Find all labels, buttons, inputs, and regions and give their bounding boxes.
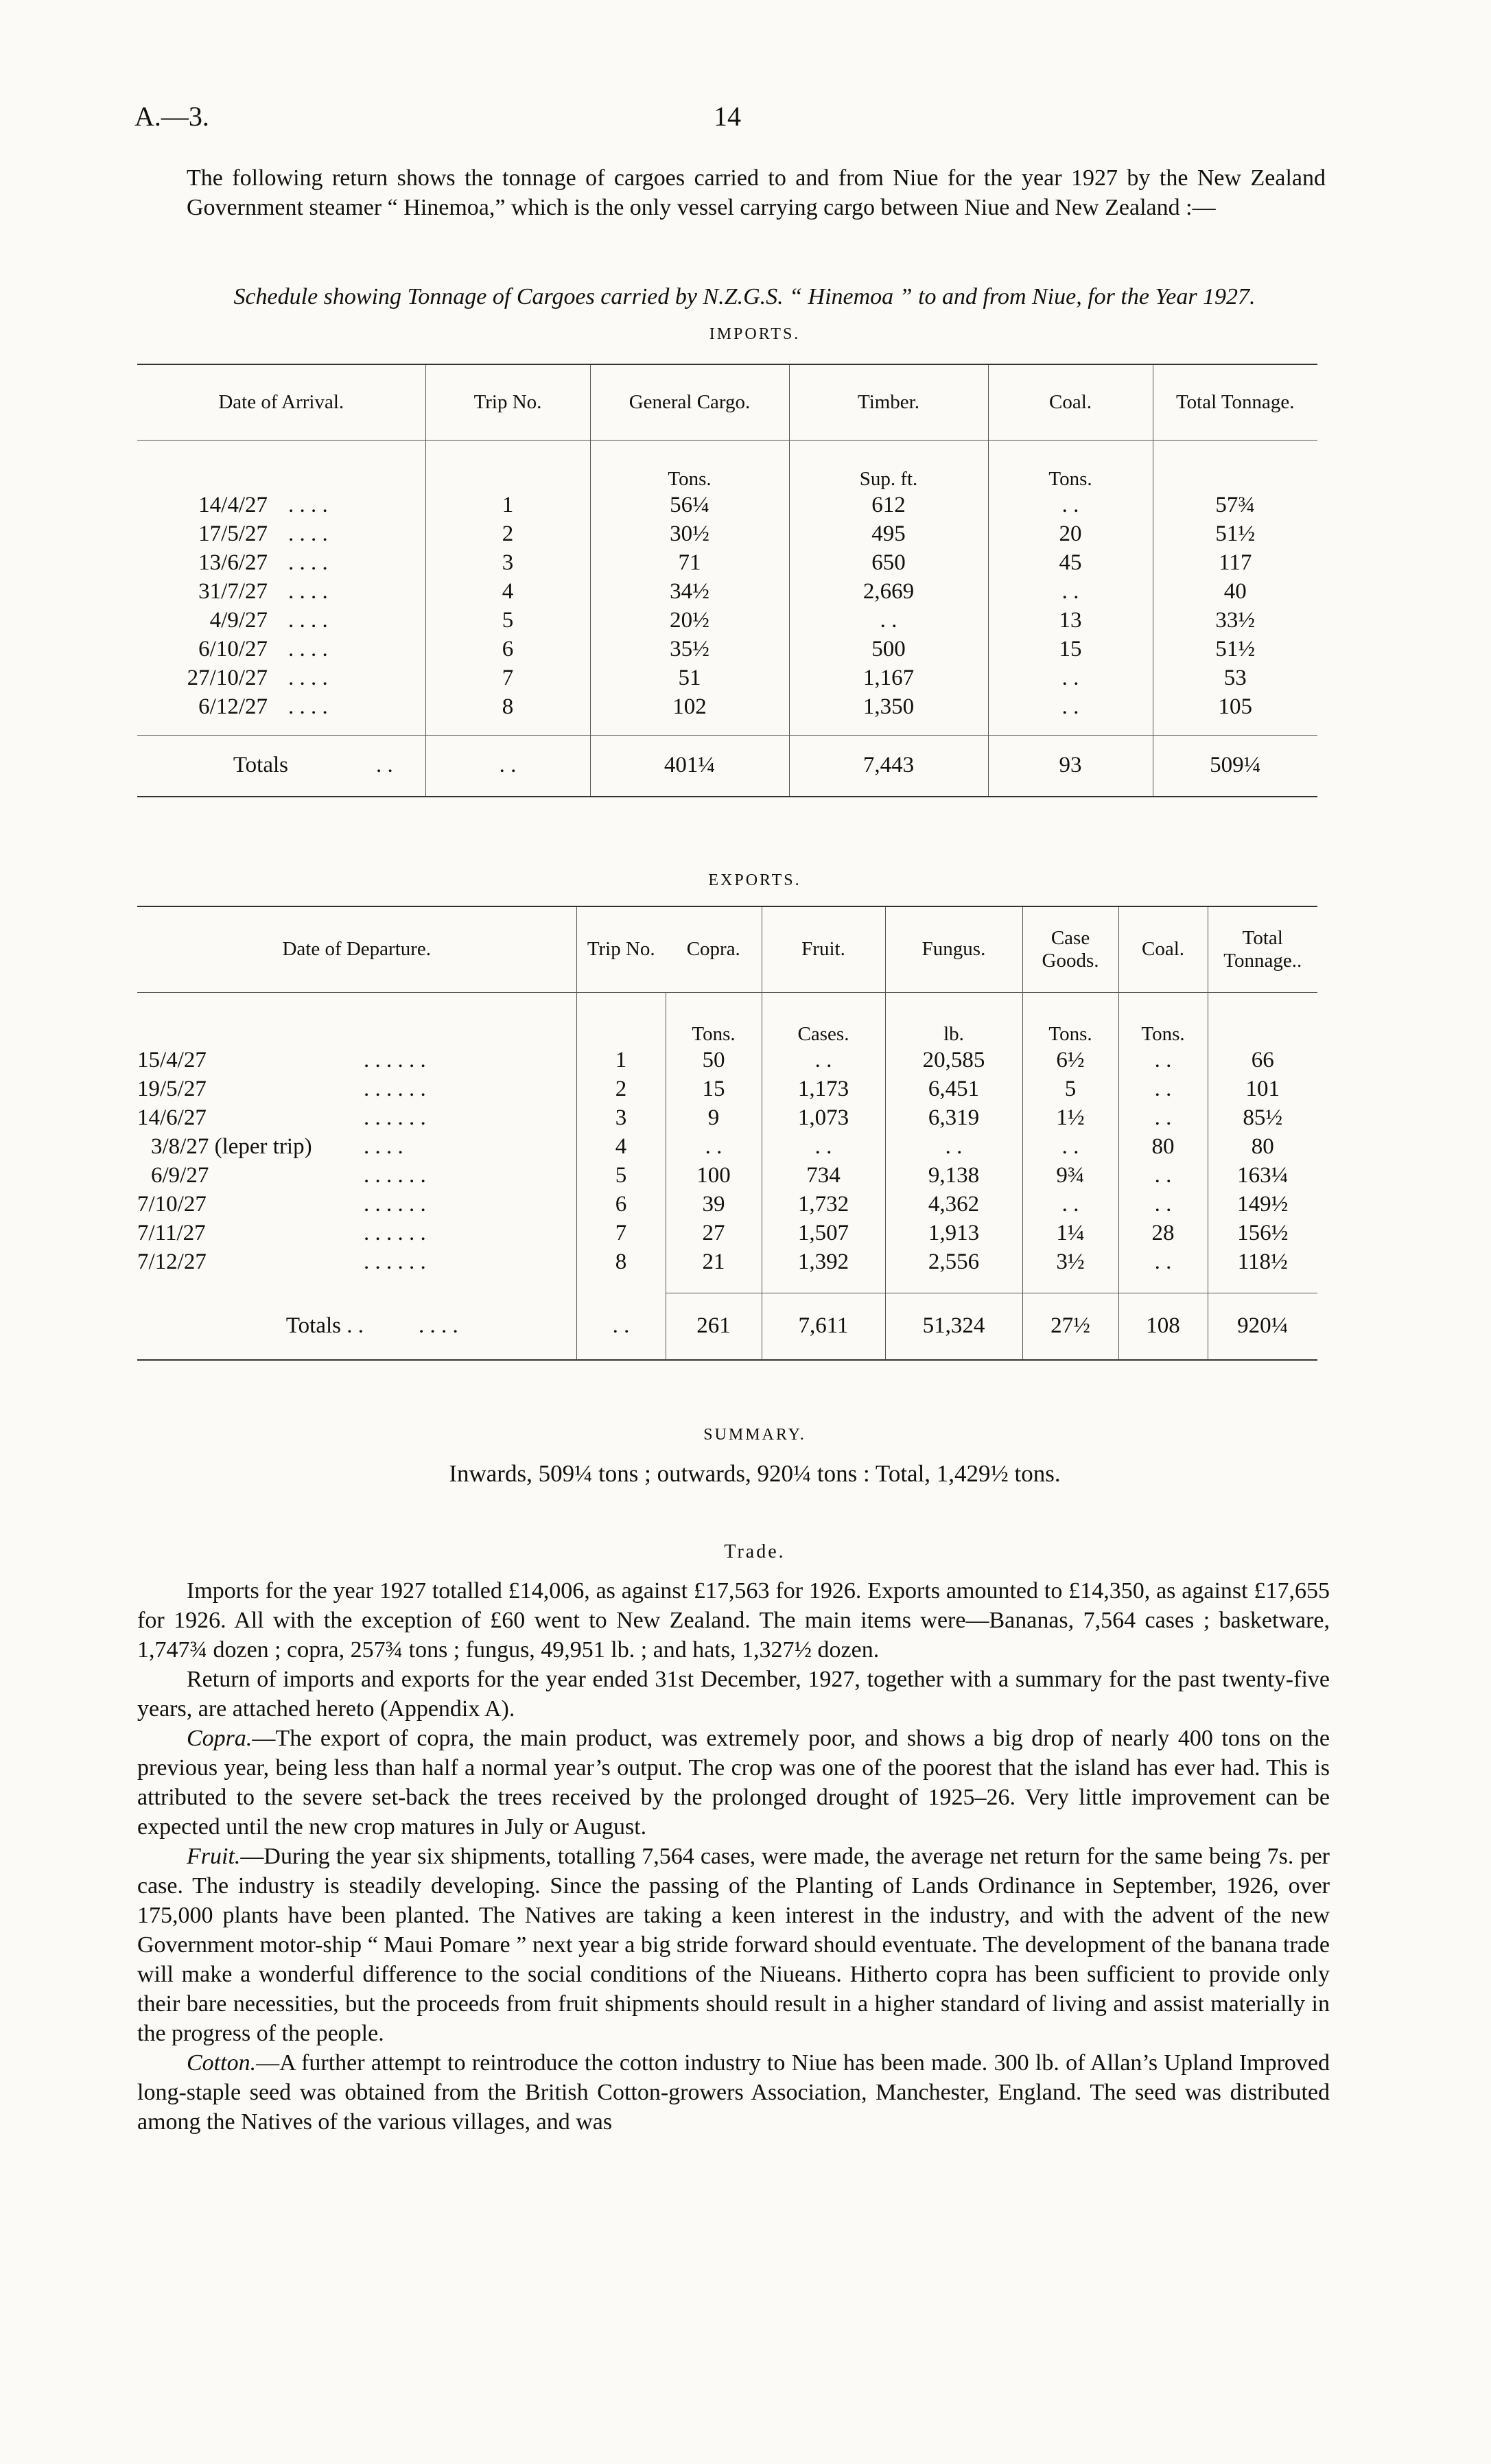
- trip: 5: [425, 606, 590, 635]
- total: 33½: [1153, 606, 1317, 635]
- table-row: [137, 635, 1317, 664]
- summary-title: SUMMARY.: [703, 1426, 806, 1444]
- leader-dots: . . . . . .: [364, 1105, 426, 1130]
- intro-paragraph: The following return shows the tonnage of cargoes carried to and from Niue for the year 1927 by the New Zealand Government steamer “ Hinemoa,” which is the only vessel carrying cargo between Niue and New Zealand :—: [187, 165, 1326, 220]
- timber: 612: [789, 491, 988, 519]
- general: 71: [590, 548, 789, 577]
- date: 6/10/27: [198, 636, 268, 661]
- total: 156½: [1208, 1219, 1317, 1247]
- totals-copra: 261: [666, 1293, 762, 1360]
- date: 6/12/27: [198, 694, 268, 719]
- general: 34½: [590, 577, 789, 606]
- col-trip-no: Trip No.: [425, 364, 590, 440]
- date: 3/8/27 (leper trip): [151, 1134, 312, 1159]
- schedule-caption: Schedule showing Tonnage of Cargoes carried by N.Z.G.S. “ Hinemoa ” to and from Niue, for the Year 1927.: [233, 284, 1256, 309]
- col-coal: Coal.: [1118, 906, 1208, 992]
- date: 17/5/27: [198, 521, 268, 546]
- unit-coal: Tons.: [1118, 992, 1208, 1046]
- trip: 7: [425, 664, 590, 692]
- totals-fruit: 7,611: [762, 1293, 885, 1360]
- imports-units-row: [137, 440, 1317, 491]
- total: 53: [1153, 664, 1317, 692]
- copra-heading: Copra.: [187, 1726, 253, 1751]
- leader-dots: . . . . . .: [364, 1076, 426, 1101]
- date: 6/9/27: [151, 1162, 209, 1188]
- table-row: [137, 1190, 1317, 1219]
- leader-dots: . . . . . .: [364, 1191, 426, 1217]
- imports-totals-row: [137, 735, 1317, 797]
- trip: 5: [576, 1161, 666, 1190]
- totals-coal: 108: [1118, 1293, 1208, 1360]
- table-row: [137, 491, 1317, 519]
- total: 117: [1153, 548, 1317, 577]
- totals-coal: 93: [988, 735, 1153, 797]
- exports-header-row: [137, 906, 1317, 992]
- coal: 13: [988, 606, 1153, 635]
- exports-totals-row: [137, 1293, 1317, 1360]
- col-fungus: Fungus.: [885, 906, 1022, 992]
- col-trip-no: Trip No.: [576, 906, 666, 992]
- trip: 2: [425, 519, 590, 548]
- fungus: 20,585: [885, 1046, 1022, 1075]
- table-row: [137, 548, 1317, 577]
- leader-dots: . .: [376, 753, 393, 778]
- col-total-tonnage: Total Tonnage.: [1153, 364, 1317, 440]
- trip: 3: [576, 1103, 666, 1132]
- trade-paragraph-2: Return of imports and exports for the year ended 31st December, 1927, together with a summary for the past twenty-five years, are attached hereto (Appendix A).: [137, 1667, 1330, 1722]
- imports-title: IMPORTS.: [709, 325, 801, 343]
- total: 80: [1208, 1132, 1317, 1161]
- trip: 2: [576, 1075, 666, 1103]
- case-goods: 9¾: [1022, 1161, 1118, 1190]
- fungus: 6,451: [885, 1075, 1022, 1103]
- coal: . .: [988, 664, 1153, 692]
- cotton-text: —A further attempt to reintroduce the cotton industry to Niue has been made. 300 lb. of Allan’s Upland Improved long-staple seed was obtained from the British Cotton-growers Association, Manchester, England. The seed was distributed among the Natives of the various villages, and was: [137, 2050, 1330, 2135]
- case-goods: 5: [1022, 1075, 1118, 1103]
- col-date-of-arrival: Date of Arrival.: [218, 390, 344, 413]
- table-row: [137, 692, 1317, 721]
- totals-label: Totals . .: [285, 1313, 364, 1338]
- leader-dots: . . . .: [288, 550, 328, 575]
- exports-title: EXPORTS.: [708, 871, 801, 889]
- leader-dots: . . . .: [288, 694, 328, 719]
- date: 13/6/27: [198, 550, 268, 575]
- trip: 4: [576, 1132, 666, 1161]
- date: 31/7/27: [198, 578, 268, 604]
- cotton-paragraph: [137, 2048, 1330, 2137]
- unit-fruit: Cases.: [762, 992, 885, 1046]
- copra: 15: [666, 1075, 762, 1103]
- date: 7/12/27: [137, 1249, 207, 1274]
- coal: . .: [1118, 1046, 1208, 1075]
- imports-header-row: [137, 364, 1317, 440]
- general: 30½: [590, 519, 789, 548]
- col-date-of-departure: Date of Departure.: [282, 938, 432, 961]
- fruit: 1,392: [762, 1247, 885, 1276]
- general: 102: [590, 692, 789, 721]
- general: 20½: [590, 606, 789, 635]
- cotton-heading: Cotton.: [187, 2050, 257, 2076]
- date: 15/4/27: [137, 1047, 207, 1072]
- col-fruit: Fruit.: [762, 906, 885, 992]
- total: 51½: [1153, 635, 1317, 664]
- date: 14/4/27: [198, 492, 268, 517]
- case-goods: 1½: [1022, 1103, 1118, 1132]
- fruit: 734: [762, 1161, 885, 1190]
- total: 101: [1208, 1075, 1317, 1103]
- fungus: . .: [885, 1132, 1022, 1161]
- trip: 8: [425, 692, 590, 721]
- date: 27/10/27: [187, 665, 268, 690]
- fungus: 6,319: [885, 1103, 1022, 1132]
- table-row: [137, 1046, 1317, 1075]
- coal: . .: [1118, 1190, 1208, 1219]
- case-goods: 6½: [1022, 1046, 1118, 1075]
- imports-table: [137, 364, 1317, 797]
- totals-trip: . .: [576, 1293, 666, 1360]
- fruit: . .: [762, 1132, 885, 1161]
- exports-units-row: [137, 992, 1317, 1046]
- unit-general: Tons.: [590, 440, 789, 491]
- copra: 21: [666, 1247, 762, 1276]
- total: 40: [1153, 577, 1317, 606]
- unit-copra: Tons.: [666, 992, 762, 1046]
- date: 4/9/27: [209, 607, 268, 633]
- fruit: 1,173: [762, 1075, 885, 1103]
- general: 35½: [590, 635, 789, 664]
- total: 85½: [1208, 1103, 1317, 1132]
- leader-dots: . . . .: [288, 665, 328, 690]
- leader-dots: . . . .: [288, 521, 328, 546]
- fruit: . .: [762, 1046, 885, 1075]
- fungus: 1,913: [885, 1219, 1022, 1247]
- coal: . .: [988, 692, 1153, 721]
- unit-timber: Sup. ft.: [789, 440, 988, 491]
- totals-label: Totals: [233, 753, 288, 778]
- leader-dots: . . . .: [288, 578, 328, 604]
- fungus: 2,556: [885, 1247, 1022, 1276]
- totals-total: 509¼: [1153, 735, 1317, 797]
- fruit-heading: Fruit.: [187, 1844, 241, 1869]
- coal: 20: [988, 519, 1153, 548]
- leader-dots: . . . . . .: [364, 1162, 426, 1188]
- coal: 15: [988, 635, 1153, 664]
- total: 163¼: [1208, 1161, 1317, 1190]
- col-case-goods: Case Goods.: [1022, 906, 1118, 992]
- trip: 1: [576, 1046, 666, 1075]
- timber: 500: [789, 635, 988, 664]
- trade-section: [137, 1576, 1330, 2137]
- leader-dots: . . . . . .: [364, 1220, 426, 1245]
- col-timber: Timber.: [789, 364, 988, 440]
- totals-fungus: 51,324: [885, 1293, 1022, 1360]
- table-row: [137, 1247, 1317, 1276]
- fruit-text: —During the year six shipments, totalling 7,564 cases, were made, the average net return for the same being 7s. per case. The industry is steadily developing. Since the passing of the Planting of Lands Ordinance in September, 1926, over 175,000 plants have been planted. The Natives are taking a keen interest in the industry, and with the advent of the new Government motor-ship “ Maui Pomare ” next year a big stride forward should eventuate. The development of the banana trade will make a wonderful difference to the social conditions of the Niueans. Hitherto copra has been sufficient to provide only their bare necessities, but the proceeds from fruit shipments should result in a higher standard of living and assist materially in the progress of the people.: [137, 1844, 1330, 2046]
- case-goods: . .: [1022, 1190, 1118, 1219]
- table-row: [137, 1219, 1317, 1247]
- coal: 45: [988, 548, 1153, 577]
- copra: 50: [666, 1046, 762, 1075]
- unit-fungus: lb.: [885, 992, 1022, 1046]
- totals-trip: . .: [425, 735, 590, 797]
- leader-dots: . . . .: [288, 636, 328, 661]
- copra: 39: [666, 1190, 762, 1219]
- trade-title: Trade.: [724, 1541, 786, 1562]
- fruit-paragraph: [137, 1842, 1330, 2048]
- total: 57¾: [1153, 491, 1317, 519]
- fungus: 9,138: [885, 1161, 1022, 1190]
- fungus: 4,362: [885, 1190, 1022, 1219]
- coal: . .: [1118, 1247, 1208, 1276]
- trip: 3: [425, 548, 590, 577]
- leader-dots: . . . .: [419, 1313, 458, 1338]
- total: 105: [1153, 692, 1317, 721]
- totals-total: 920¼: [1208, 1293, 1317, 1360]
- coal: . .: [1118, 1075, 1208, 1103]
- total: 66: [1208, 1046, 1317, 1075]
- table-row: [137, 1161, 1317, 1190]
- date: 7/10/27: [137, 1191, 207, 1217]
- trip: 1: [425, 491, 590, 519]
- date: 19/5/27: [137, 1076, 207, 1101]
- trip: 4: [425, 577, 590, 606]
- table-row: [137, 1132, 1317, 1161]
- table-row: [137, 519, 1317, 548]
- trip: 7: [576, 1219, 666, 1247]
- table-row: [137, 664, 1317, 692]
- fruit: 1,732: [762, 1190, 885, 1219]
- copra: . .: [666, 1132, 762, 1161]
- case-goods: 3½: [1022, 1247, 1118, 1276]
- copra: 9: [666, 1103, 762, 1132]
- table-row: [137, 577, 1317, 606]
- col-copra: Copra.: [686, 938, 740, 961]
- leader-dots: . . . .: [288, 607, 328, 633]
- col-general-cargo: General Cargo.: [590, 364, 789, 440]
- timber: 1,350: [789, 692, 988, 721]
- copra-paragraph: [137, 1724, 1330, 1842]
- general: 51: [590, 664, 789, 692]
- table-row: [137, 606, 1317, 635]
- total: 118½: [1208, 1247, 1317, 1276]
- coal: . .: [988, 491, 1153, 519]
- timber: . .: [789, 606, 988, 635]
- leader-dots: . . . . . .: [364, 1249, 426, 1274]
- fruit: 1,073: [762, 1103, 885, 1132]
- timber: 1,167: [789, 664, 988, 692]
- page-number: 14: [714, 101, 741, 132]
- trip: 6: [425, 635, 590, 664]
- timber: 2,669: [789, 577, 988, 606]
- totals-general: 401¼: [590, 735, 789, 797]
- unit-coal: Tons.: [988, 440, 1153, 491]
- coal: . .: [1118, 1103, 1208, 1132]
- table-row: [137, 1075, 1317, 1103]
- coal: . .: [1118, 1161, 1208, 1190]
- totals-timber: 7,443: [789, 735, 988, 797]
- timber: 495: [789, 519, 988, 548]
- leader-dots: . . . .: [288, 492, 328, 517]
- fruit: 1,507: [762, 1219, 885, 1247]
- date: 7/11/27: [137, 1220, 206, 1245]
- copra-text: —The export of copra, the main product, was extremely poor, and shows a big drop of nearly 400 tons on the previous year, being less than half a normal year’s output. The crop was one of the poorest that the island has ever had. This is attributed to the severe set-back the trees received by the prolonged drought of 1925–26. Very little improvement can be expected until the new crop matures in July or August.: [137, 1726, 1330, 1840]
- trade-paragraph-1: Imports for the year 1927 totalled £14,006, as against £17,563 for 1926. Exports amounted to £14,350, as against £17,655 for 1926. All with the exception of £60 went to New Zealand. The main items were—Bananas, 7,564 cases ; basketware, 1,747¾ dozen ; copra, 257¾ tons ; fungus, 49,951 lb. ; and hats, 1,327½ dozen.: [137, 1578, 1330, 1663]
- general: 56¼: [590, 491, 789, 519]
- case-goods: 1¼: [1022, 1219, 1118, 1247]
- totals-case-goods: 27½: [1022, 1293, 1118, 1360]
- total: 149½: [1208, 1190, 1317, 1219]
- total: 51½: [1153, 519, 1317, 548]
- date: 14/6/27: [137, 1105, 207, 1130]
- trip: 8: [576, 1247, 666, 1276]
- leader-dots: . . . .: [364, 1134, 403, 1159]
- col-coal: Coal.: [988, 364, 1153, 440]
- table-row: [137, 1103, 1317, 1132]
- copra: 100: [666, 1161, 762, 1190]
- case-goods: . .: [1022, 1132, 1118, 1161]
- coal: 28: [1118, 1219, 1208, 1247]
- copra: 27: [666, 1219, 762, 1247]
- exports-table: [137, 906, 1317, 1361]
- col-total-tonnage: Total Tonnage..: [1208, 906, 1317, 992]
- leader-dots: . . . . . .: [364, 1047, 426, 1072]
- coal: 80: [1118, 1132, 1208, 1161]
- trip: 6: [576, 1190, 666, 1219]
- coal: . .: [988, 577, 1153, 606]
- timber: 650: [789, 548, 988, 577]
- summary-line: Inwards, 509¼ tons ; outwards, 920¼ tons : Total, 1,429½ tons.: [449, 1460, 1061, 1487]
- unit-case: Tons.: [1022, 992, 1118, 1046]
- series-code: A.—3.: [134, 101, 209, 132]
